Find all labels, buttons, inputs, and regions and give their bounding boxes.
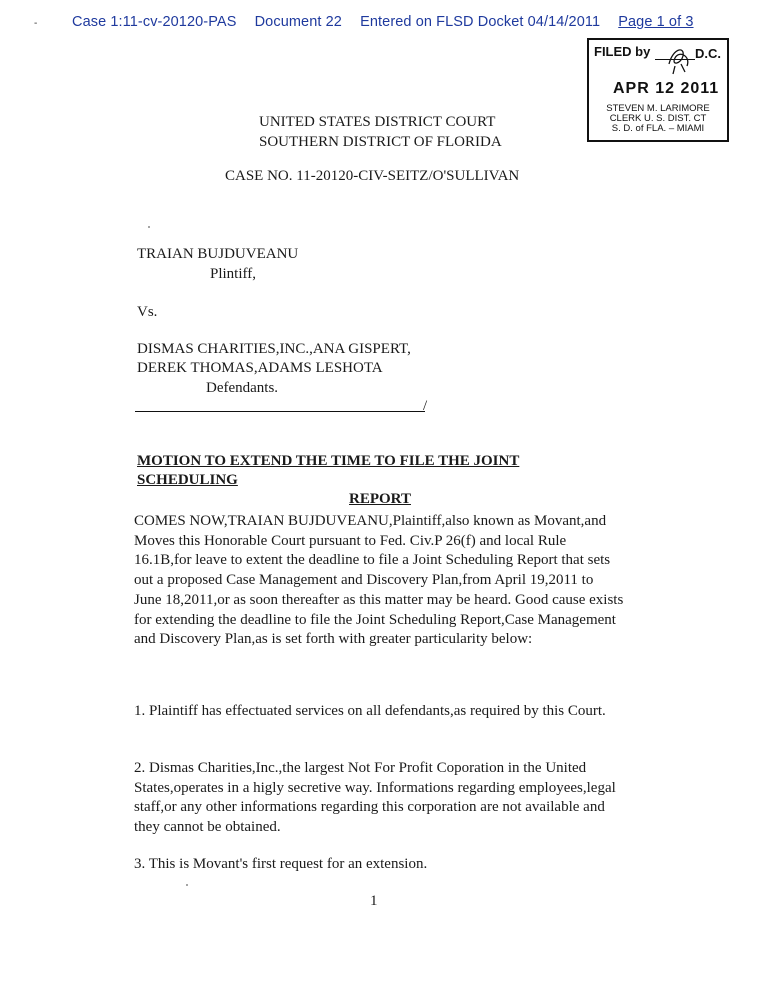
- motion-title-line-1: MOTION TO EXTEND THE TIME TO FILE THE JOINT SCHEDULING: [137, 453, 520, 488]
- filed-stamp: [587, 38, 729, 142]
- numbered-item-3: 3. This is Movant's first request for an extension.: [134, 856, 428, 872]
- clerk-signature-icon: [661, 42, 695, 76]
- docket-case-number: Case 1:11-cv-20120-PAS: [72, 14, 237, 30]
- case-number: CASE NO. 11-20120-CIV-SEITZ/O'SULLIVAN: [225, 168, 520, 184]
- defendants-line-1: DISMAS CHARITIES,INC.,ANA GISPERT,: [137, 341, 411, 357]
- docket-header: [72, 14, 708, 30]
- margin-mark: -: [34, 18, 38, 29]
- plaintiff-name: TRAIAN BUJDUVEANU: [137, 246, 299, 262]
- numbered-item-2: 2. Dismas Charities,Inc.,the largest Not For Profit Coporation in the United States,operates in a higly secretive way. Informations regarding employees,legal staff,or any other informations regarding this corporation are not available and they cannot be obtained.: [134, 760, 616, 836]
- stamp-date: APR 12 2011: [613, 80, 720, 97]
- docket-page: Page 1 of 3: [618, 14, 694, 30]
- plaintiff-role: Plintiff,: [210, 266, 256, 282]
- stamp-filed-label: FILED by: [594, 44, 651, 59]
- court-name: UNITED STATES DISTRICT COURT: [259, 114, 496, 130]
- docket-document-number: Document 22: [254, 14, 342, 30]
- motion-title-line-2: REPORT: [349, 491, 411, 507]
- docket-entered: Entered on FLSD Docket 04/14/2011: [360, 14, 601, 30]
- stamp-clerk-district: S. D. of FLA. – MIAMI: [611, 123, 705, 134]
- page-number: 1: [370, 893, 378, 909]
- defendants-role: Defendants.: [206, 380, 279, 396]
- stamp-clerk-name: STEVEN M. LARIMORE: [606, 103, 710, 114]
- numbered-item-1: 1. Plaintiff has effectuated services on all defendants,as required by this Court.: [134, 703, 606, 719]
- caption-rule: [135, 411, 425, 412]
- scan-speck: [186, 884, 188, 886]
- intro-paragraph: COMES NOW,TRAIAN BUJDUVEANU,Plaintiff,also known as Movant,and Moves this Honorable Court pursuant to Fed. Civ.P 26(f) and local Rule 16.1B,for leave to extent the deadline to file a Joint Scheduling Report that sets out a proposed Case Management and Discovery Plan,from April 19,2011 to June 18,2011,or as soon thereafter as this matter may be heard. Good cause exists for extending the deadline to file the Joint Scheduling Report,Case Management and Discovery Plan,as is set forth with greater particularity below:: [134, 513, 624, 648]
- stamp-dc-label: D.C.: [695, 46, 721, 61]
- caption-rule-end: /: [423, 398, 428, 414]
- scan-speck: [148, 226, 150, 228]
- stamp-clerk-block: [589, 104, 727, 134]
- defendants-line-2: DEREK THOMAS,ADAMS LESHOTA: [137, 360, 383, 376]
- versus: Vs.: [137, 304, 158, 320]
- motion-title: [137, 452, 617, 509]
- court-district: SOUTHERN DISTRICT OF FLORIDA: [259, 134, 502, 150]
- stamp-clerk-title: CLERK U. S. DIST. CT: [609, 113, 707, 124]
